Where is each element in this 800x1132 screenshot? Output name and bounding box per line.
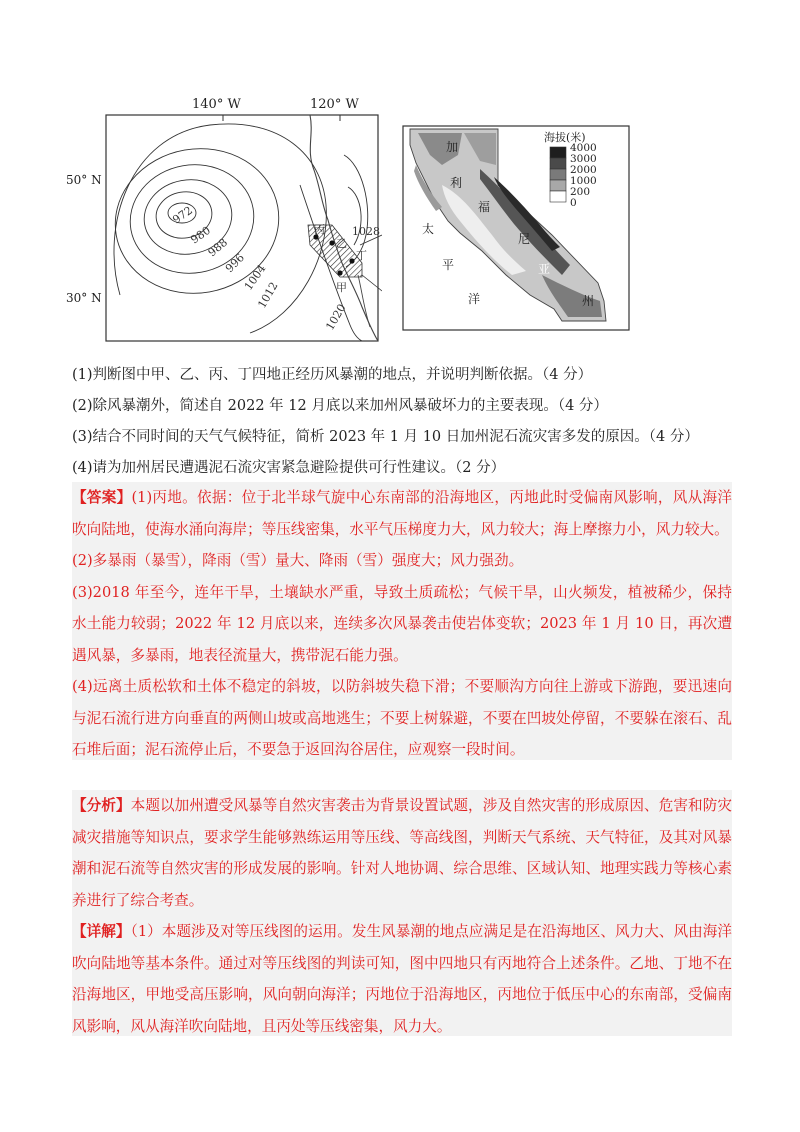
answer-item-1-text: (1)丙地。依据：位于北半球气旋中心东南部的沿海地区，丙地此时受偏南风影响，风从海洋吹向陆地，使海水涌向海岸；等压线密集，水平气压梯度力大，风力较大；海上摩擦力小，风力较大。	[72, 489, 732, 538]
longitude-label-140w: 140° W	[192, 97, 241, 112]
latitude-label-50n: 50° N	[66, 173, 102, 187]
answer-item-4: (4)远离土质松软和土体不稳定的斜坡，以防斜坡失稳下滑；不要顺沟方向往上游或下游跑，要迅速向与泥石流行进方向垂直的两侧山坡或高地逃生；不要上树躲避，不要在凹坡处停留，不要躲在滚石、乱石堆后面；泥石流停止后，不要急于返回沟谷居住，应观察一段时间。	[72, 678, 732, 758]
legend-value-3000: 3000	[570, 153, 597, 165]
point-jia	[337, 270, 342, 275]
analysis-text: 本题以加州遭受风暴等自然灾害袭击为背景设置试题，涉及自然灾害的形成原因、危害和防灾减灾措施等知识点，要求学生能够熟练运用等压线、等高线图，判断天气系统、天气特征，及其对风暴潮和泥石流等自然灾害的形成发展的影响。针对人地协调、综合思维、区域认知、地理实践力等核心素养进行了综合考查。	[72, 797, 732, 909]
isobar-map	[100, 95, 382, 345]
isobar-label-1004: 1004	[241, 262, 269, 293]
state-char-1: 加	[446, 140, 459, 154]
isobar-label-996: 996	[222, 251, 247, 276]
detail-paragraph	[72, 916, 732, 1042]
analysis-block	[72, 790, 732, 1036]
point-yi	[329, 240, 334, 245]
legend-value-4000: 4000	[570, 142, 597, 154]
isobar-label-1012: 1012	[255, 279, 281, 311]
state-char-5: 亚	[538, 262, 551, 276]
legend-value-1000: 1000	[570, 175, 597, 187]
answer-item-2: (2)多暴雨（暴雪），降雨（雪）量大、降雨（雪）强度大；风力强劲。	[72, 552, 524, 569]
question-1: (1)判断图中甲、乙、丙、丁四地正经历风暴潮的地点，并说明判断依据。（4 分）	[72, 367, 593, 383]
point-ding	[349, 258, 354, 263]
detail-tag: 【详解】	[72, 923, 131, 940]
answer-block	[72, 482, 732, 760]
detail-text: （1）本题涉及对等压线图的运用。发生风暴潮的地点应满足是在沿海地区、风力大、风由海洋吹向陆地等基本条件。通过对等压线图的判读可知，图中四地只有丙地符合上述条件。乙地、丁地不在沿海地区，甲地受高压影响，风向朝向海洋；丙地位于沿海地区，丙地位于低压中心的东南部，受偏南风影响，风从海洋吹向陆地，且丙处等压线密集，风力大。	[72, 923, 732, 1035]
legend-value-0: 0	[570, 197, 577, 209]
ocean-char-3: 洋	[468, 292, 481, 306]
figure-area	[0, 95, 800, 345]
isobar-label-1020: 1020	[323, 301, 349, 333]
location-label-jia: 甲	[336, 281, 347, 294]
state-char-6: 州	[582, 294, 595, 308]
isobar-label-980: 980	[188, 223, 213, 247]
isobar-label-988: 988	[205, 235, 231, 260]
ocean-char-2: 平	[442, 258, 455, 272]
question-3: (3)结合不同时间的天气气候特征，简析 2023 年 1 月 10 日加州泥石流灾害多发的原因。（4 分）	[72, 429, 699, 445]
question-4: (4)请为加州居民遭遇泥石流灾害紧急避险提供可行性建议。（2 分）	[72, 460, 506, 476]
longitude-label-120w: 120° W	[310, 97, 359, 112]
state-char-4: 尼	[518, 232, 531, 246]
question-list	[72, 360, 732, 484]
answer-item-1	[72, 482, 732, 545]
ocean-char-1: 太	[422, 222, 435, 236]
answer-item-3: (3)2018 年至今，连年干旱，土壤缺水严重，导致土质疏松；气候干旱，山火频发，植被稀少，保持水土能力较弱；2022 年 12 月底以来，连续多次风暴袭击使岩体变软；2023 年 1 月 10 日，再次遭遇风暴，多暴雨，地表径流量大，携带泥石能力强。	[72, 583, 732, 664]
legend-value-2000: 2000	[570, 164, 597, 176]
isobar-label-972: 972	[170, 203, 195, 227]
question-2: (2)除风暴潮外，简述自 2022 年 12 月底以来加州风暴破坏力的主要表现。（4 分）	[72, 398, 608, 414]
latitude-label-30n: 30° N	[66, 291, 102, 305]
inset-elevation-map	[402, 125, 630, 331]
analysis-tag: 【分析】	[72, 797, 131, 814]
location-label-yi: 乙	[336, 237, 347, 250]
location-label-bing: 丙	[314, 223, 325, 236]
answer-tag: 【答案】	[72, 489, 132, 506]
state-char-3: 福	[478, 200, 491, 214]
analysis-paragraph	[72, 790, 732, 916]
state-char-2: 利	[450, 176, 463, 190]
location-label-ding: 丁	[356, 249, 367, 262]
legend-title: 海拔(米)	[544, 131, 586, 144]
isobar-label-1028: 1028	[352, 225, 380, 238]
legend-value-200: 200	[570, 186, 591, 198]
